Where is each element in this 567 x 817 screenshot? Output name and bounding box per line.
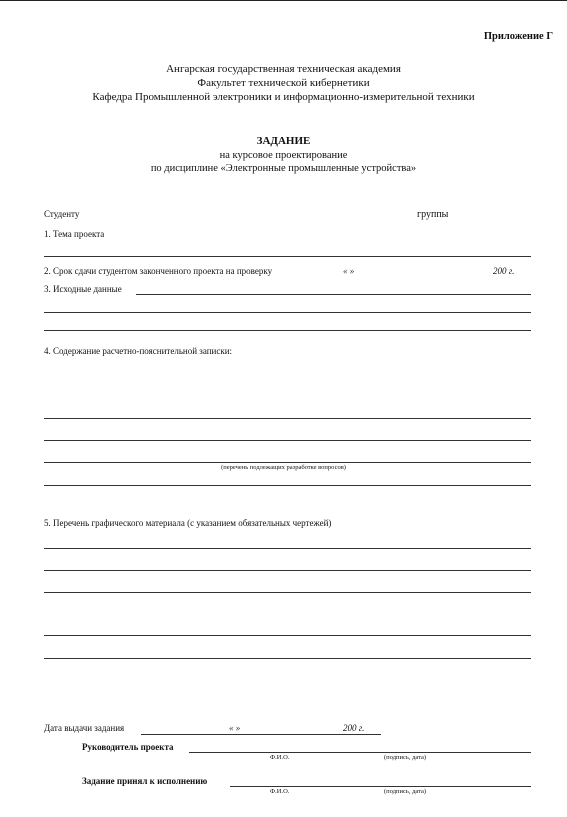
graphics-line-5[interactable]: [44, 658, 531, 659]
graphics-label: 5. Перечень графического материала (с указанием обязательных чертежей): [44, 518, 332, 528]
task-title: ЗАДАНИЕ: [256, 135, 311, 147]
task-subtitle: на курсовое проектирование: [219, 150, 348, 161]
group-label: группы: [417, 209, 449, 220]
contents-line-4[interactable]: [44, 485, 531, 486]
accepted-fio-caption: Ф.И.О.: [270, 788, 290, 795]
contents-line-1[interactable]: [44, 418, 531, 419]
faculty-name: Факультет технической кибернетики: [197, 77, 370, 89]
contents-hint: (перечень подлежащих разработке вопросов): [221, 464, 346, 471]
accepted-line[interactable]: [230, 786, 531, 787]
supervisor-sign-caption: (подпись, дата): [384, 754, 427, 761]
initial-data-line-1[interactable]: [136, 294, 531, 295]
student-label: Студенту: [44, 209, 80, 219]
graphics-line-3[interactable]: [44, 592, 531, 593]
issue-date-quotes: « »: [229, 723, 241, 733]
supervisor-fio-caption: Ф.И.О.: [270, 754, 290, 761]
initial-data-label: 3. Исходные данные: [44, 284, 122, 294]
deadline-label: 2. Срок сдачи студентом законченного проекта на проверку: [44, 266, 273, 276]
issue-date-year: 200 г.: [343, 723, 365, 733]
topic-line[interactable]: [44, 256, 531, 257]
graphics-line-4[interactable]: [44, 635, 531, 636]
department-name: Кафедра Промышленной электроники и информационно-измерительной техники: [92, 91, 475, 103]
contents-line-2[interactable]: [44, 440, 531, 441]
accepted-label: Задание принял к исполнению: [82, 776, 208, 786]
graphics-line-1[interactable]: [44, 548, 531, 549]
graphics-line-2[interactable]: [44, 570, 531, 571]
contents-label: 4. Содержание расчетно-пояснительной записки:: [44, 346, 233, 356]
supervisor-line[interactable]: [189, 752, 531, 753]
initial-data-line-3[interactable]: [44, 330, 531, 331]
deadline-quotes: « »: [343, 266, 355, 276]
contents-line-3[interactable]: [44, 462, 531, 463]
issue-date-line[interactable]: [141, 734, 381, 735]
supervisor-label: Руководитель проекта: [82, 742, 174, 752]
academy-name: Ангарская государственная техническая академия: [166, 63, 401, 75]
issue-date-label: Дата выдачи задания: [44, 723, 125, 733]
topic-label: 1. Тема проекта: [44, 229, 105, 239]
task-discipline: по дисциплине «Электронные промышленные устройства»: [150, 163, 417, 174]
appendix-label: Приложение Г: [483, 31, 553, 42]
deadline-year: 200 г.: [493, 266, 515, 276]
initial-data-line-2[interactable]: [44, 312, 531, 313]
accepted-sign-caption: (подпись, дата): [384, 788, 427, 795]
